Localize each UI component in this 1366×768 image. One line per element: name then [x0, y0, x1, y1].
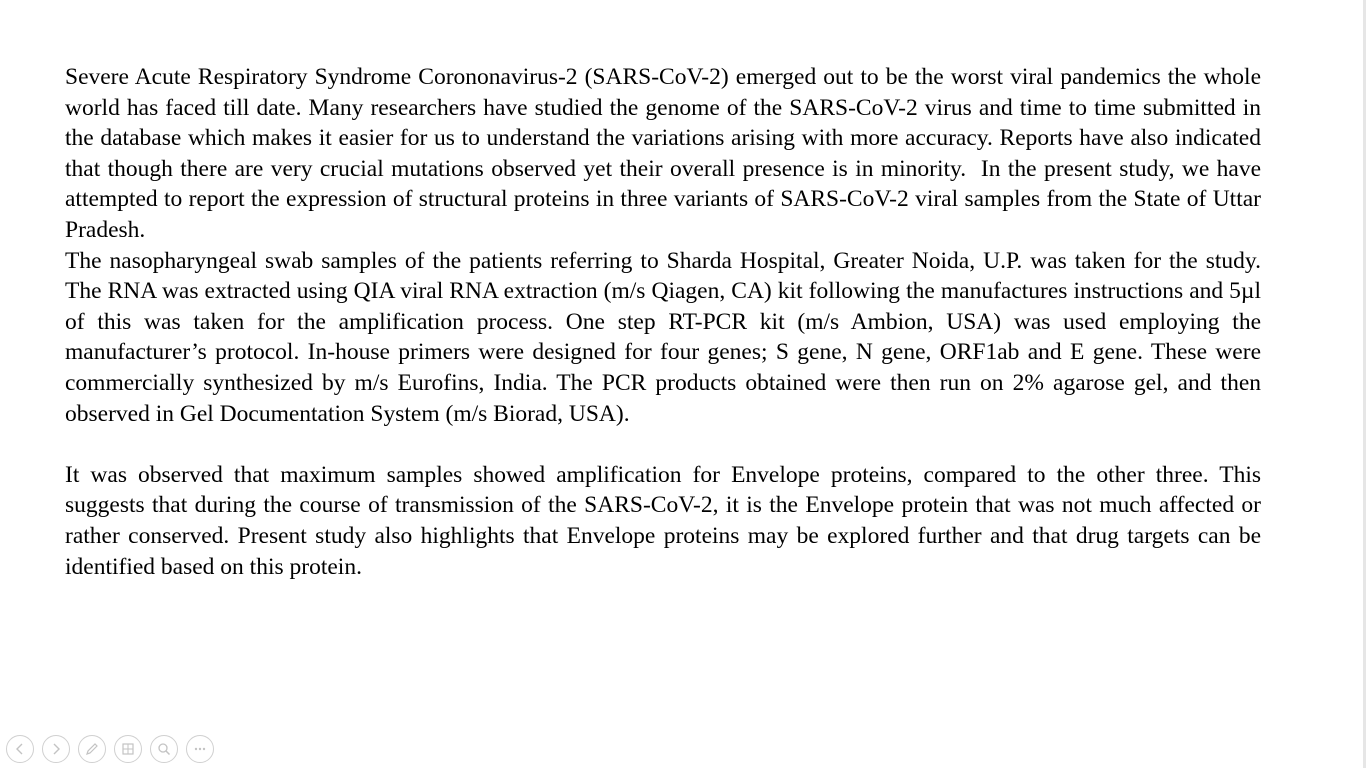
previous-slide-button[interactable]	[6, 735, 34, 763]
slide-text-body	[65, 62, 1267, 582]
previous-slide-icon	[12, 741, 28, 757]
slides-grid-icon	[120, 741, 136, 757]
zoom-icon	[156, 741, 172, 757]
zoom-button[interactable]	[150, 735, 178, 763]
paragraph-introduction: Severe Acute Respiratory Syndrome Corononavirus-2 (SARS-CoV-2) emerged out to be the worst viral pandemics the whole world has faced till date. Many researchers have studied the genome of the SARS-CoV-2 virus and time to time submitted in the database which makes it easier for us to understand the variations arising with more accuracy. Reports have also indicated that though there are very crucial mutations observed yet their overall presence is in minority. In the present study, we have attempted to report the expression of structural proteins in three variants of SARS-CoV-2 viral samples from the State of Uttar Pradesh.	[65, 64, 1267, 243]
more-options-icon	[192, 741, 208, 757]
paragraph-results: It was observed that maximum samples showed amplification for Envelope proteins, compared to the other three. This suggests that during the course of transmission of the SARS-CoV-2, it is the Envelope protein that was not much affected or rather conserved. Present study also highlights that Envelope proteins may be explored further and that drug targets can be identified based on this protein.	[65, 461, 1267, 580]
next-slide-button[interactable]	[42, 735, 70, 763]
more-options-button[interactable]	[186, 735, 214, 763]
paragraph-methods: The nasopharyngeal swab samples of the patients referring to Sharda Hospital, Greater Noida, U.P. was taken for the study. The RNA was extracted using QIA viral RNA extraction (m/s Qiagen, CA) kit following the manufactures instructions and 5µl of this was taken for the amplification process. One step RT-PCR kit (m/s Ambion, USA) was used employing the manufacturer’s protocol. In-house primers were designed for four genes; S gene, N gene, ORF1ab and E gene. These were commercially synthesized by m/s Eurofins, India. The PCR products obtained were then run on 2% agarose gel, and then observed in Gel Documentation System (m/s Biorad, USA).	[65, 247, 1267, 427]
see-all-slides-button[interactable]	[114, 735, 142, 763]
pen-icon	[84, 741, 100, 757]
pen-button[interactable]	[78, 735, 106, 763]
slideshow-toolbar	[6, 735, 214, 763]
next-slide-icon	[48, 741, 64, 757]
